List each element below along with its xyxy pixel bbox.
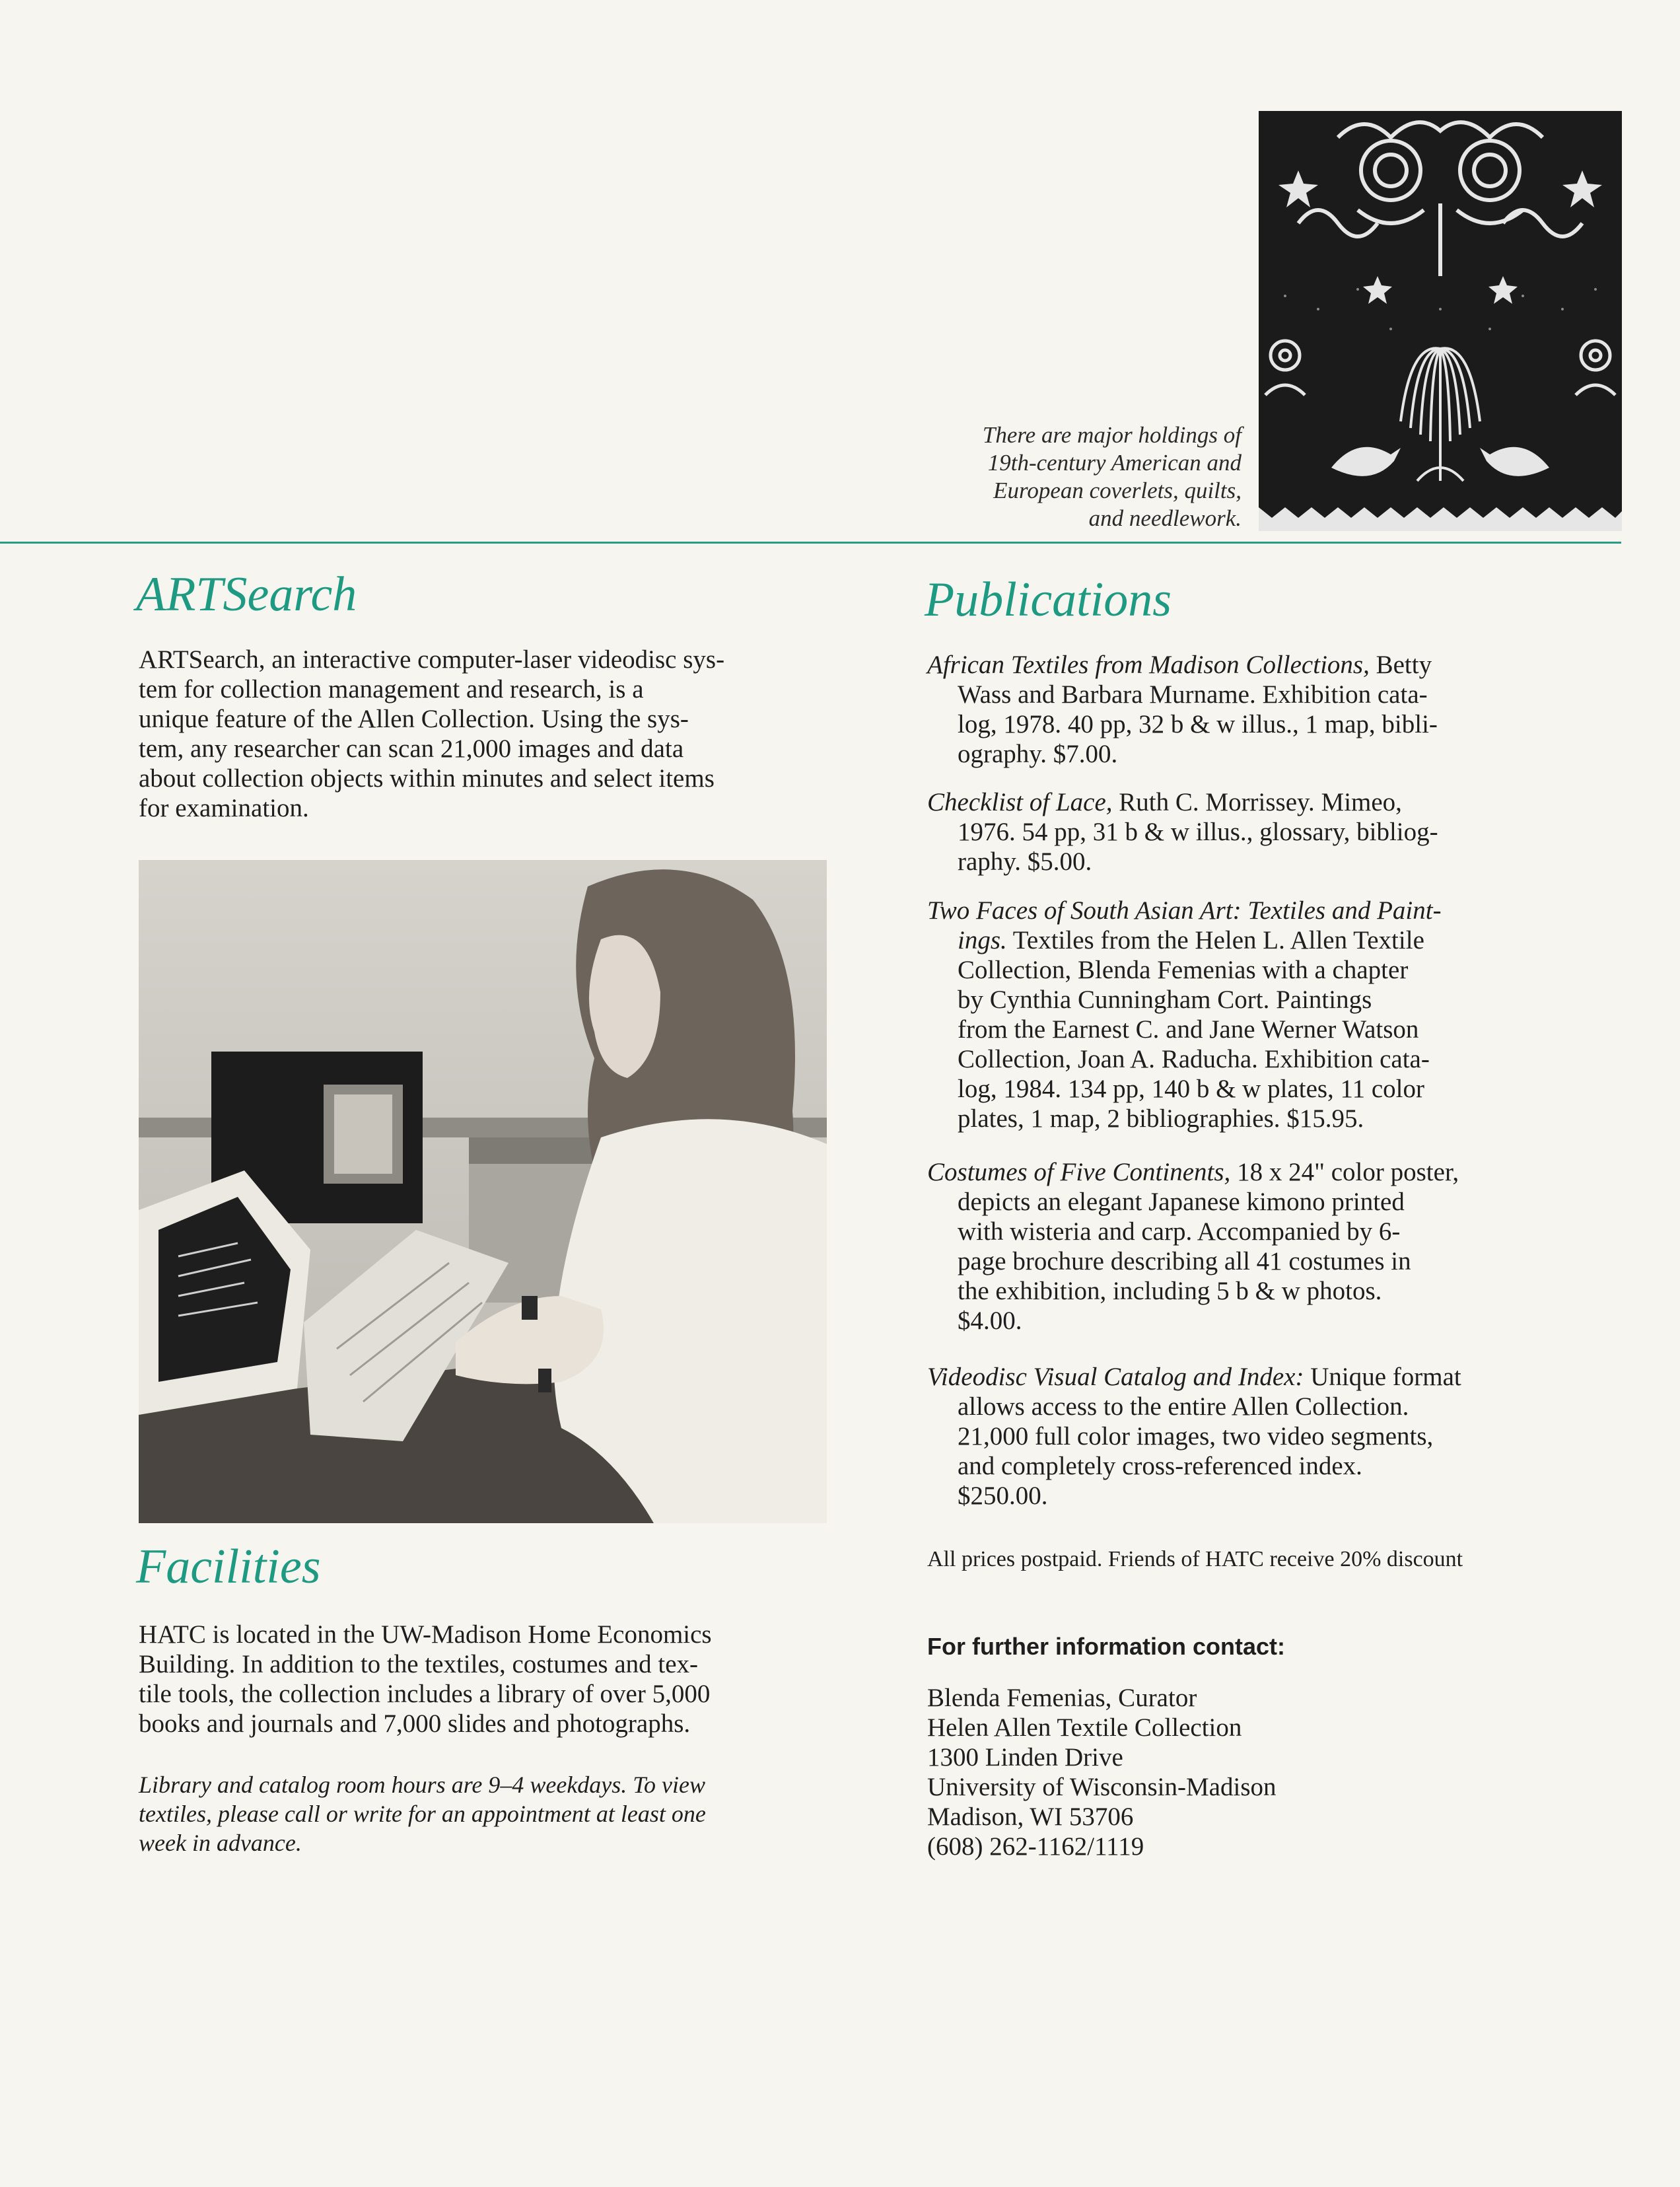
text-line: log, 1978. 40 pp, 32 b & w illus., 1 map, bibli- — [958, 710, 1438, 738]
facilities-heading: Facilities — [136, 1540, 321, 1594]
text-line: unique feature of the Allen Collection. Using the sys- — [139, 705, 689, 733]
text-line: Blenda Femenias, Curator — [927, 1684, 1197, 1712]
text-line: the exhibition, including 5 b & w photos. — [958, 1277, 1382, 1305]
text-line: week in advance. — [139, 1830, 302, 1856]
text-line: tem for collection management and research, is a — [139, 675, 644, 703]
text-line: log, 1984. 134 pp, 140 b & w plates, 11 color — [958, 1075, 1424, 1103]
prices-note: All prices postpaid. Friends of HATC receive 20% discount — [927, 1547, 1463, 1571]
text-line: with wisteria and carp. Accompanied by 6- — [958, 1217, 1401, 1246]
text-line: plates, 1 map, 2 bibliographies. $15.95. — [958, 1104, 1364, 1133]
publication-first-line — [927, 650, 1588, 680]
text-line: books and journals and 7,000 slides and photographs. — [139, 1709, 691, 1738]
publication-title: Two Faces of South Asian Art: Textiles and Paint- — [927, 896, 1442, 925]
publication-text: Ruth C. Morrissey. Mimeo, — [1112, 788, 1402, 816]
text-line: 1976. 54 pp, 31 b & w illus., glossary, bibliog- — [958, 818, 1438, 846]
text-line: $250.00. — [958, 1482, 1048, 1510]
coverlet-photo — [1259, 111, 1622, 531]
publication-item — [927, 1157, 1588, 1336]
section-divider — [0, 542, 1621, 544]
text-line: Library and catalog room hours are 9–4 weekdays. To view — [139, 1772, 705, 1798]
text-line: Wass and Barbara Murname. Exhibition cata- — [958, 680, 1428, 709]
text-line: Building. In addition to the textiles, costumes and tex- — [139, 1650, 699, 1678]
text-line: tem, any researcher can scan 21,000 images and data — [139, 735, 684, 763]
publication-title: Checklist of Lace, — [927, 788, 1113, 816]
publication-text: Textiles from the Helen L. Allen Textile — [1006, 926, 1424, 954]
publication-item — [927, 787, 1588, 877]
text-line: from the Earnest C. and Jane Werner Watson — [958, 1015, 1419, 1044]
researcher-photo — [139, 860, 827, 1523]
publication-text: Unique format — [1304, 1363, 1461, 1391]
text-line: Collection, Joan A. Raducha. Exhibition cata- — [958, 1045, 1430, 1073]
coverlet-caption — [819, 421, 1242, 532]
contact-heading: For further information contact: — [927, 1633, 1285, 1660]
publications-heading: Publications — [925, 573, 1172, 627]
text-line: Madison, WI 53706 — [927, 1803, 1134, 1831]
contact-address — [927, 1683, 1588, 1861]
caption-line: European coverlets, quilts, — [993, 478, 1242, 503]
text-line: by Cynthia Cunningham Cort. Paintings — [958, 986, 1372, 1014]
text-line: Collection, Blenda Femenias with a chapter — [958, 956, 1409, 984]
caption-line: 19th-century American and — [987, 450, 1242, 476]
text-line: Helen Allen Textile Collection — [927, 1713, 1242, 1742]
publication-text: 18 x 24" color poster, — [1230, 1158, 1459, 1186]
text-line: ography. $7.00. — [958, 740, 1118, 768]
publication-item — [927, 650, 1588, 769]
text-line: University of Wisconsin-Madison — [927, 1773, 1277, 1801]
text-line: tile tools, the collection includes a library of over 5,000 — [139, 1680, 711, 1708]
text-line: allows access to the entire Allen Collection. — [958, 1392, 1409, 1421]
text-line: for examination. — [139, 794, 309, 822]
artsearch-heading: ARTSearch — [136, 567, 357, 622]
text-line: $4.00. — [958, 1307, 1022, 1335]
text-line: textiles, please call or write for an appointment at least one — [139, 1801, 706, 1827]
caption-line: There are major holdings of — [982, 422, 1242, 448]
publication-title: African Textiles from Madison Collections, — [927, 651, 1370, 679]
library-hours — [139, 1770, 839, 1857]
text-line: about collection objects within minutes and select items — [139, 764, 715, 793]
publication-first-line — [927, 1362, 1588, 1392]
text-line: raphy. $5.00. — [958, 847, 1092, 876]
publication-title: Videodisc Visual Catalog and Index: — [927, 1363, 1304, 1391]
text-line: 21,000 full color images, two video segments, — [958, 1422, 1434, 1451]
publication-title: Costumes of Five Continents, — [927, 1158, 1231, 1186]
text-line: HATC is located in the UW-Madison Home Economics — [139, 1620, 712, 1649]
text-line: 1300 Linden Drive — [927, 1743, 1123, 1772]
text-line: (608) 262-1162/1119 — [927, 1832, 1144, 1861]
text-line: ARTSearch, an interactive computer-laser videodisc sys- — [139, 645, 725, 674]
text-line: and completely cross-referenced index. — [958, 1452, 1362, 1480]
publication-second-line — [927, 925, 1588, 955]
publication-first-line — [927, 1157, 1588, 1187]
publication-first-line — [927, 896, 1588, 925]
text-line: page brochure describing all 41 costumes in — [958, 1247, 1411, 1275]
publication-item — [927, 896, 1588, 1133]
artsearch-body — [139, 645, 839, 823]
publication-text: Betty — [1369, 651, 1432, 679]
text-line: depicts an elegant Japanese kimono printed — [958, 1188, 1405, 1216]
publication-title: ings. — [958, 926, 1007, 954]
caption-line: and needlework. — [1088, 505, 1242, 531]
facilities-body — [139, 1620, 839, 1739]
publication-first-line — [927, 787, 1588, 817]
publication-item — [927, 1362, 1588, 1511]
